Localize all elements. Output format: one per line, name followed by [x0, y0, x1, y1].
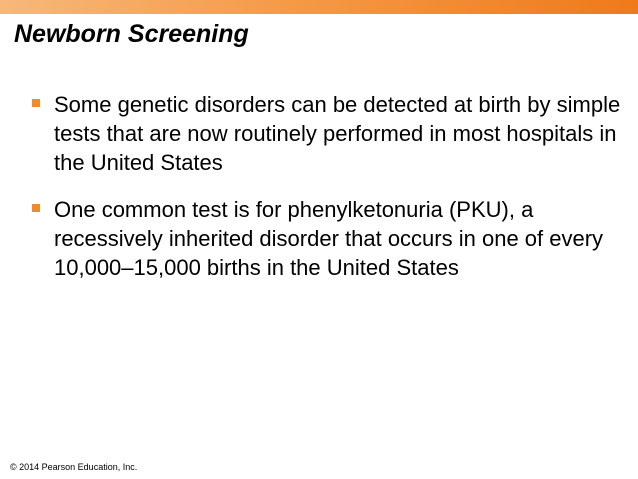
copyright-footer: © 2014 Pearson Education, Inc. [10, 462, 138, 472]
slide-title: Newborn Screening [14, 20, 249, 48]
bullet-list [54, 90, 624, 300]
bullet-item [54, 90, 624, 177]
square-bullet-icon [32, 99, 40, 107]
bullet-item [54, 195, 624, 282]
square-bullet-icon [32, 204, 40, 212]
bullet-text: Some genetic disorders can be detected at birth by simple tests that are now routinely performed in most hospitals in the United States [54, 92, 621, 175]
bullet-text: One common test is for phenylketonuria (PKU), a recessively inherited disorder that occurs in one of every 10,000–15,000 births in the United States [54, 197, 604, 280]
top-accent-bar [0, 0, 638, 14]
